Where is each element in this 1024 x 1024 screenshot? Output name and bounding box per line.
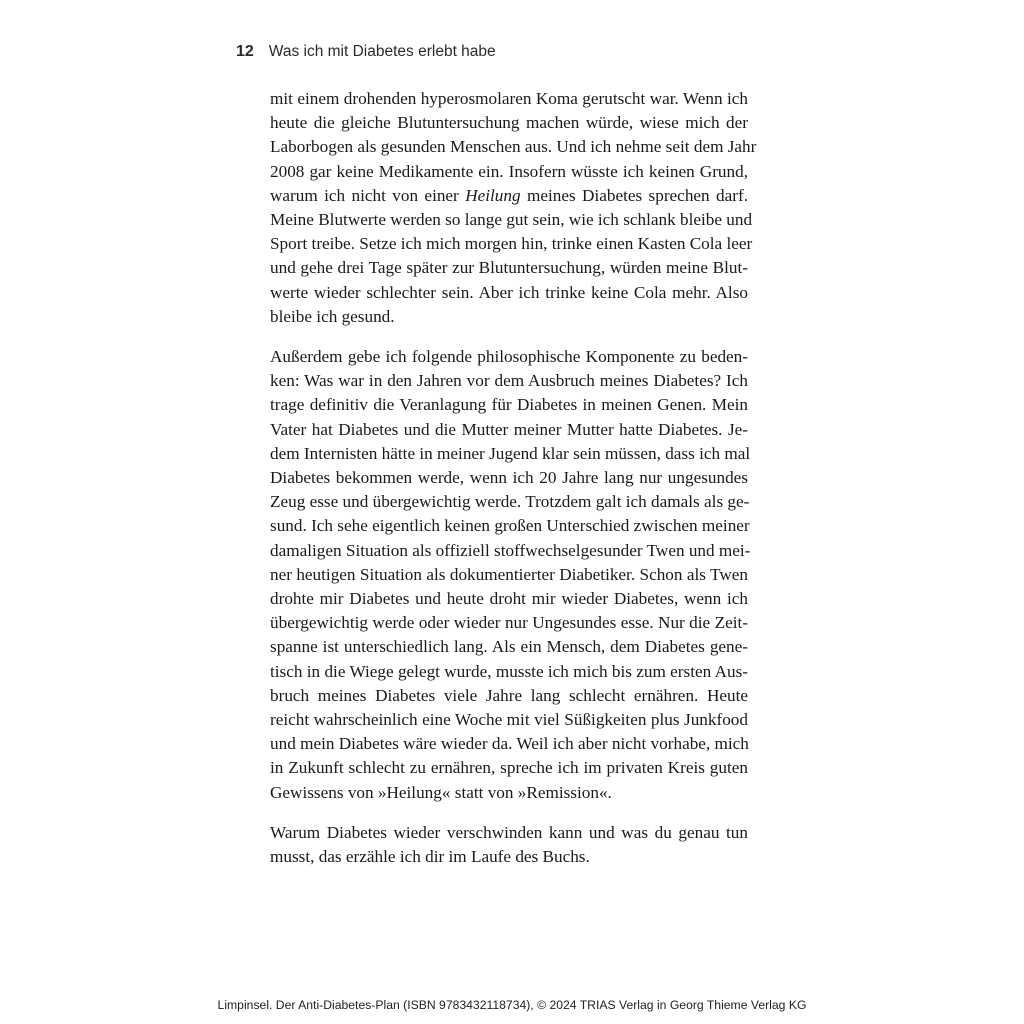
text-line: Außerdem gebe ich folgende philosophische Komponente zu beden- [270,347,748,367]
text-line: bruch meines Diabetes viele Jahre lang schlecht ernähren. Heute [270,685,748,705]
text-line: sund. Ich sehe eigentlich keinen großen Unterschied zwischen meiner [270,516,750,536]
paragraph [270,345,751,805]
text-line: Laborbogen als gesunden Menschen aus. Und ich nehme seit dem Jahr [270,137,757,157]
text-line: mit einem drohenden hyperosmolaren Koma gerutscht war. Wenn ich [270,89,748,108]
text-line: damaligen Situation als offiziell stoffwechselgesunder Twen und mei- [270,540,751,560]
text-line: Meine Blutwerte werden so lange gut sein, wie ich schlank bleibe und [270,210,753,230]
text-line [270,184,748,208]
text-line: heute die gleiche Blutuntersuchung machen würde, wiese mich der [270,113,748,133]
text-line: und mein Diabetes wäre wieder da. Weil ich aber nicht vorhabe, mich [270,734,749,754]
text-line: trage definitiv die Veranlagung für Diabetes in meinen Genen. Mein [270,395,748,415]
text-line: Diabetes bekommen werde, wenn ich 20 Jahre lang nur ungesundes [270,468,748,488]
text-line: 2008 gar keine Medikamente ein. Insofern wüsste ich keinen Grund, [270,161,748,181]
text-line: spanne ist unterschiedlich lang. Als ein Mensch, dem Diabetes gene- [270,637,748,657]
running-header [236,43,496,61]
body-text [270,87,757,869]
paragraph [270,87,757,329]
page-number: 12 [236,43,254,60]
text-line: Zeug esse und übergewichtig werde. Trotzdem galt ich damals als ge- [270,492,750,512]
text-line: übergewichtig werde oder wieder nur Ungesundes esse. Nur die Zeit- [270,613,748,633]
text-line: und gehe drei Tage später zur Blutuntersuchung, würden meine Blut- [270,258,748,278]
text-line: Vater hat Diabetes und die Mutter meiner Mutter hatte Diabetes. Je- [270,419,748,439]
text-line: drohte mir Diabetes und heute droht mir wieder Diabetes, wenn ich [270,589,748,609]
text-segment: meines Diabetes sprechen darf. [520,185,748,205]
text-line: Sport treibe. Setze ich mich morgen hin, trinke einen Kasten Cola leer [270,234,753,254]
text-line: ken: Was war in den Jahren vor dem Ausbruch meines Diabetes? Ich [270,371,748,391]
text-line: dem Internisten hätte in meiner Jugend klar sein müssen, dass ich mal [270,443,751,463]
text-line: Gewissens von »Heilung« statt von »Remission«. [270,782,612,802]
text-segment: warum ich nicht von einer [270,185,466,205]
text-line: ner heutigen Situation als dokumentierter Diabetiker. Schon als Twen [270,564,748,584]
text-line: in Zukunft schlecht zu ernähren, spreche ich im privaten Kreis guten [270,758,748,778]
emphasis-text: Heilung [465,185,521,205]
footer-text: Limpinsel. Der Anti-Diabetes-Plan (ISBN 9783432118734), © 2024 TRIAS Verlag in Georg Thieme Verlag KG [217,998,807,1012]
copyright-footer [0,998,1024,1012]
text-line: musst, das erzähle ich dir im Laufe des Buchs. [270,847,590,867]
paragraph [270,821,748,869]
text-line: Warum Diabetes wieder verschwinden kann und was du genau tun [270,822,748,842]
text-line: tisch in die Wiege gelegt wurde, musste ich mich bis zum ersten Aus- [270,661,748,681]
text-line: werte wieder schlechter sein. Aber ich trinke keine Cola mehr. Also [270,282,748,302]
running-title: Was ich mit Diabetes erlebt habe [268,43,496,60]
text-line: bleibe ich gesund. [270,306,395,326]
text-line: reicht wahrscheinlich eine Woche mit viel Süßigkeiten plus Junkfood [270,710,748,730]
